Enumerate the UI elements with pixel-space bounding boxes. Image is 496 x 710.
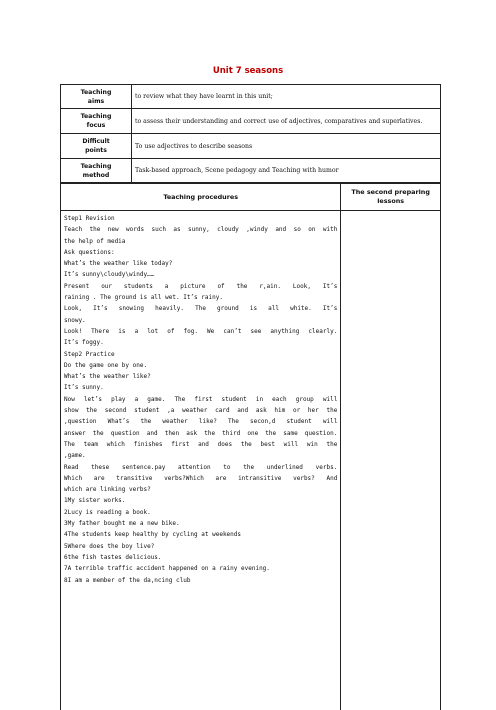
value-difficult-points: To use adjectives to describe seasons bbox=[132, 134, 441, 159]
procedure-line: Look! There is a lot of fog. We can’t see anything clearly. bbox=[64, 326, 337, 337]
procedure-line: Ask questions: bbox=[64, 247, 337, 258]
procedure-line: Step1 Revision bbox=[64, 213, 337, 224]
header-line: lessons bbox=[342, 197, 439, 206]
procedures-body-row bbox=[61, 211, 441, 710]
label-difficult-points bbox=[61, 134, 132, 159]
procedure-line: What’s the weather like today? bbox=[64, 258, 337, 269]
label-line: aims bbox=[64, 97, 128, 106]
procedure-line: Which are transitive verbs?Which are intransitive verbs? And bbox=[64, 473, 337, 484]
procedure-line: which are linking verbs? bbox=[64, 484, 337, 495]
procedure-line: 7A terrible traffic accident happened on a rainy evening. bbox=[64, 563, 337, 574]
procedures-content bbox=[61, 211, 341, 710]
procedure-line: What’s the weather like? bbox=[64, 371, 337, 382]
second-preparing-column bbox=[341, 211, 441, 710]
procedure-line: It’s sunny. bbox=[64, 382, 337, 393]
procedure-line: 4The students keep healthy by cycling at weekends bbox=[64, 529, 337, 540]
procedure-line: 5Where does the boy live? bbox=[64, 541, 337, 552]
procedure-line: Present our students a picture of the r,ain. Look, It’s bbox=[64, 281, 337, 292]
procedure-line: Read these sentence.pay attention to the underlined verbs. bbox=[64, 462, 337, 473]
procedure-line: ,question What’s the weather like? The secon,d student will bbox=[64, 416, 337, 427]
value-teaching-aims: to review what they have learnt in this unit; bbox=[132, 85, 441, 109]
procedure-line: Now let’s play a game. The first student in each group will bbox=[64, 394, 337, 405]
label-teaching-focus bbox=[61, 109, 132, 134]
label-teaching-aims bbox=[61, 85, 132, 109]
procedure-line: The team which finishes first and does the best will win the bbox=[64, 439, 337, 450]
label-line: Difficult bbox=[64, 137, 128, 146]
procedure-line: ,game. bbox=[64, 450, 337, 461]
procedure-line: It’s sunny\cloudy\windy…… bbox=[64, 269, 337, 280]
procedure-line: snowy. bbox=[64, 315, 337, 326]
procedure-line: Step2 Practice bbox=[64, 349, 337, 360]
procedures-header-row bbox=[61, 184, 441, 211]
label-line: Teaching bbox=[64, 112, 128, 121]
procedure-line: It’s foggy. bbox=[64, 337, 337, 348]
procedure-line: the help of media bbox=[64, 236, 337, 247]
info-row-aims bbox=[61, 85, 441, 109]
procedure-line: Teach the new words such as sunny, cloudy ,windy and so on with bbox=[64, 224, 337, 235]
label-line: Teaching bbox=[64, 88, 128, 97]
procedure-line: Look, It’s snowing heavily. The ground is all white. It’s bbox=[64, 303, 337, 314]
label-line: focus bbox=[64, 121, 128, 130]
procedures-section bbox=[60, 183, 441, 702]
procedure-line: 2Lucy is reading a book. bbox=[64, 507, 337, 518]
procedure-line: 1My sister works. bbox=[64, 495, 337, 506]
info-row-difficult bbox=[61, 134, 441, 159]
lesson-info-table bbox=[60, 84, 441, 183]
header-second-preparing bbox=[341, 184, 441, 211]
procedure-line: 8I am a member of the da,ncing club bbox=[64, 575, 337, 586]
info-row-focus bbox=[61, 109, 441, 134]
procedure-line: show the second student ,a weather card and ask him or her the bbox=[64, 405, 337, 416]
procedures-table bbox=[60, 183, 441, 710]
label-line: points bbox=[64, 146, 128, 155]
label-line: method bbox=[64, 171, 128, 180]
procedure-line: Do the game one by one. bbox=[64, 360, 337, 371]
header-line: The second preparing bbox=[342, 188, 439, 197]
procedure-line: 3My father bought me a new bike. bbox=[64, 518, 337, 529]
page-title: Unit 7 seasons bbox=[0, 66, 496, 76]
procedure-line: answer the question and then ask the third one the same question. bbox=[64, 428, 337, 439]
label-teaching-method bbox=[61, 159, 132, 183]
procedure-line: raining . The ground is all wet. It’s rainy. bbox=[64, 292, 337, 303]
value-teaching-focus: to assess their understanding and correct use of adjectives, comparatives and superlatives. bbox=[132, 109, 441, 134]
info-row-method bbox=[61, 159, 441, 183]
procedure-line: 6the fish tastes delicious. bbox=[64, 552, 337, 563]
value-teaching-method: Task-based approach, Scene pedagogy and Teaching with humor bbox=[132, 159, 441, 183]
header-teaching-procedures: Teaching procedures bbox=[61, 184, 341, 211]
label-line: Teaching bbox=[64, 162, 128, 171]
